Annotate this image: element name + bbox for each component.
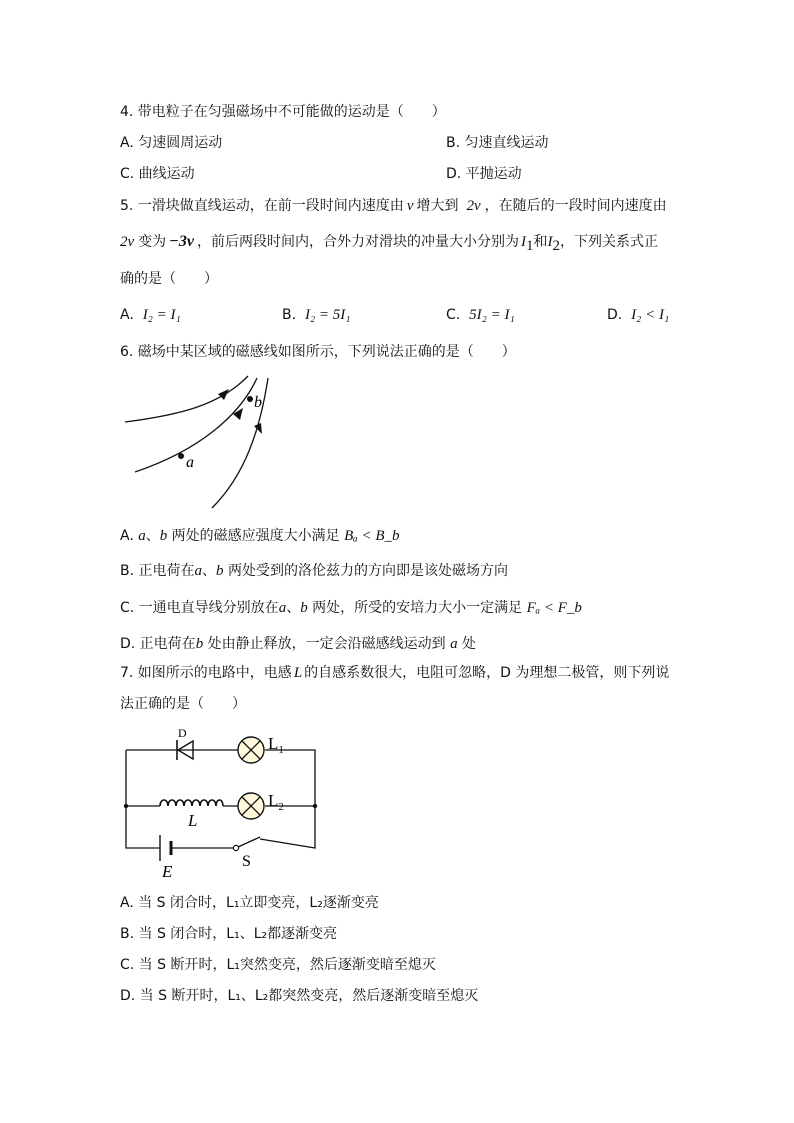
label-D: D <box>178 726 187 740</box>
q4-option-c: C. 曲线运动 <box>120 166 195 182</box>
label-a: a <box>186 454 194 471</box>
junction-left <box>124 804 128 808</box>
q5-option-c: C. 5I₂ = I₁ <box>446 307 515 323</box>
inductor-icon <box>160 800 223 806</box>
lamp-l2-icon <box>238 793 264 819</box>
label-L: L <box>188 811 198 830</box>
q6-option-c: C. 一通电直导线分别放在a、b 两处，所受的安培力大小一定满足 Fₐ < F_b <box>120 600 582 616</box>
point-b <box>247 396 253 402</box>
q5-option-a: A. I₂ = I₁ <box>120 307 181 323</box>
label-b: b <box>254 394 262 411</box>
q4-option-d: D. 平抛运动 <box>446 166 522 182</box>
label-L1: $L_1$ <box>268 734 284 756</box>
q4-stem: 4. 带电粒子在匀强磁场中不可能做的运动是（ ） <box>120 104 446 120</box>
q5-option-d: D. I₂ < I₁ <box>607 307 670 323</box>
arrow-1-icon <box>218 389 229 400</box>
magnetic-field-lines-figure <box>120 370 280 515</box>
q7-option-d: D. 当 S 断开时，L₁、L₂都突然变亮，然后逐渐变暗至熄灭 <box>120 988 479 1004</box>
q5-option-b: B. I₂ = 5I₁ <box>282 307 351 323</box>
q6-stem: 6. 磁场中某区域的磁感线如图所示，下列说法正确的是（ ） <box>120 344 516 360</box>
q7-line-1: 7. 如图所示的电路中，电感 L 的自感系数很大，电阻可忽略，D 为理想二极管，则下列说 <box>120 665 670 681</box>
circuit-diagram <box>118 725 328 885</box>
q7-option-b: B. 当 S 闭合时，L₁、L₂都逐渐变亮 <box>120 926 338 942</box>
q6-option-a: A. a、b 两处的磁感应强度大小满足 Bₐ < B_b <box>120 528 400 544</box>
label-L2: $L_2$ <box>268 791 284 813</box>
lamp-l1-icon <box>238 737 264 763</box>
diode-icon <box>176 740 193 760</box>
junction-right <box>313 804 317 808</box>
wire-top <box>126 750 315 848</box>
q5-line-3: 确的是（ ） <box>120 271 218 287</box>
q5-line-2: 2v 变为 −3v ，前后两段时间内，合外力对滑块的冲量大小分别为 $I_1$和$I_2$，下列关系式正 <box>120 233 658 254</box>
q7-option-a: A. 当 S 闭合时，L₁立即变亮，L₂逐渐变亮 <box>120 895 379 911</box>
battery-icon <box>160 835 171 861</box>
q5-line-1: 5. 一滑块做直线运动，在前一段时间内速度由 v 增大到 2v ，在随后的一段时间内速度由 <box>120 198 667 214</box>
q7-line-2: 法正确的是（ ） <box>120 696 246 712</box>
label-S: S <box>242 853 251 870</box>
field-line-2 <box>135 378 257 472</box>
q6-option-b: B. 正电荷在a、b 两处受到的洛伦兹力的方向即是该处磁场方向 <box>120 563 508 579</box>
q7-option-c: C. 当 S 断开时，L₁突然变亮，然后逐渐变暗至熄灭 <box>120 957 436 973</box>
q6-option-d: D. 正电荷在b 处由静止释放，一定会沿磁感线运动到 a 处 <box>120 636 477 652</box>
arrow-2-icon <box>233 408 243 420</box>
q4-option-b: B. 匀速直线运动 <box>446 135 549 151</box>
field-line-1 <box>125 376 248 422</box>
point-a <box>178 453 184 459</box>
switch-icon <box>233 837 260 851</box>
q4-option-a: A. 匀速圆周运动 <box>120 135 223 151</box>
label-E: E <box>162 862 173 881</box>
